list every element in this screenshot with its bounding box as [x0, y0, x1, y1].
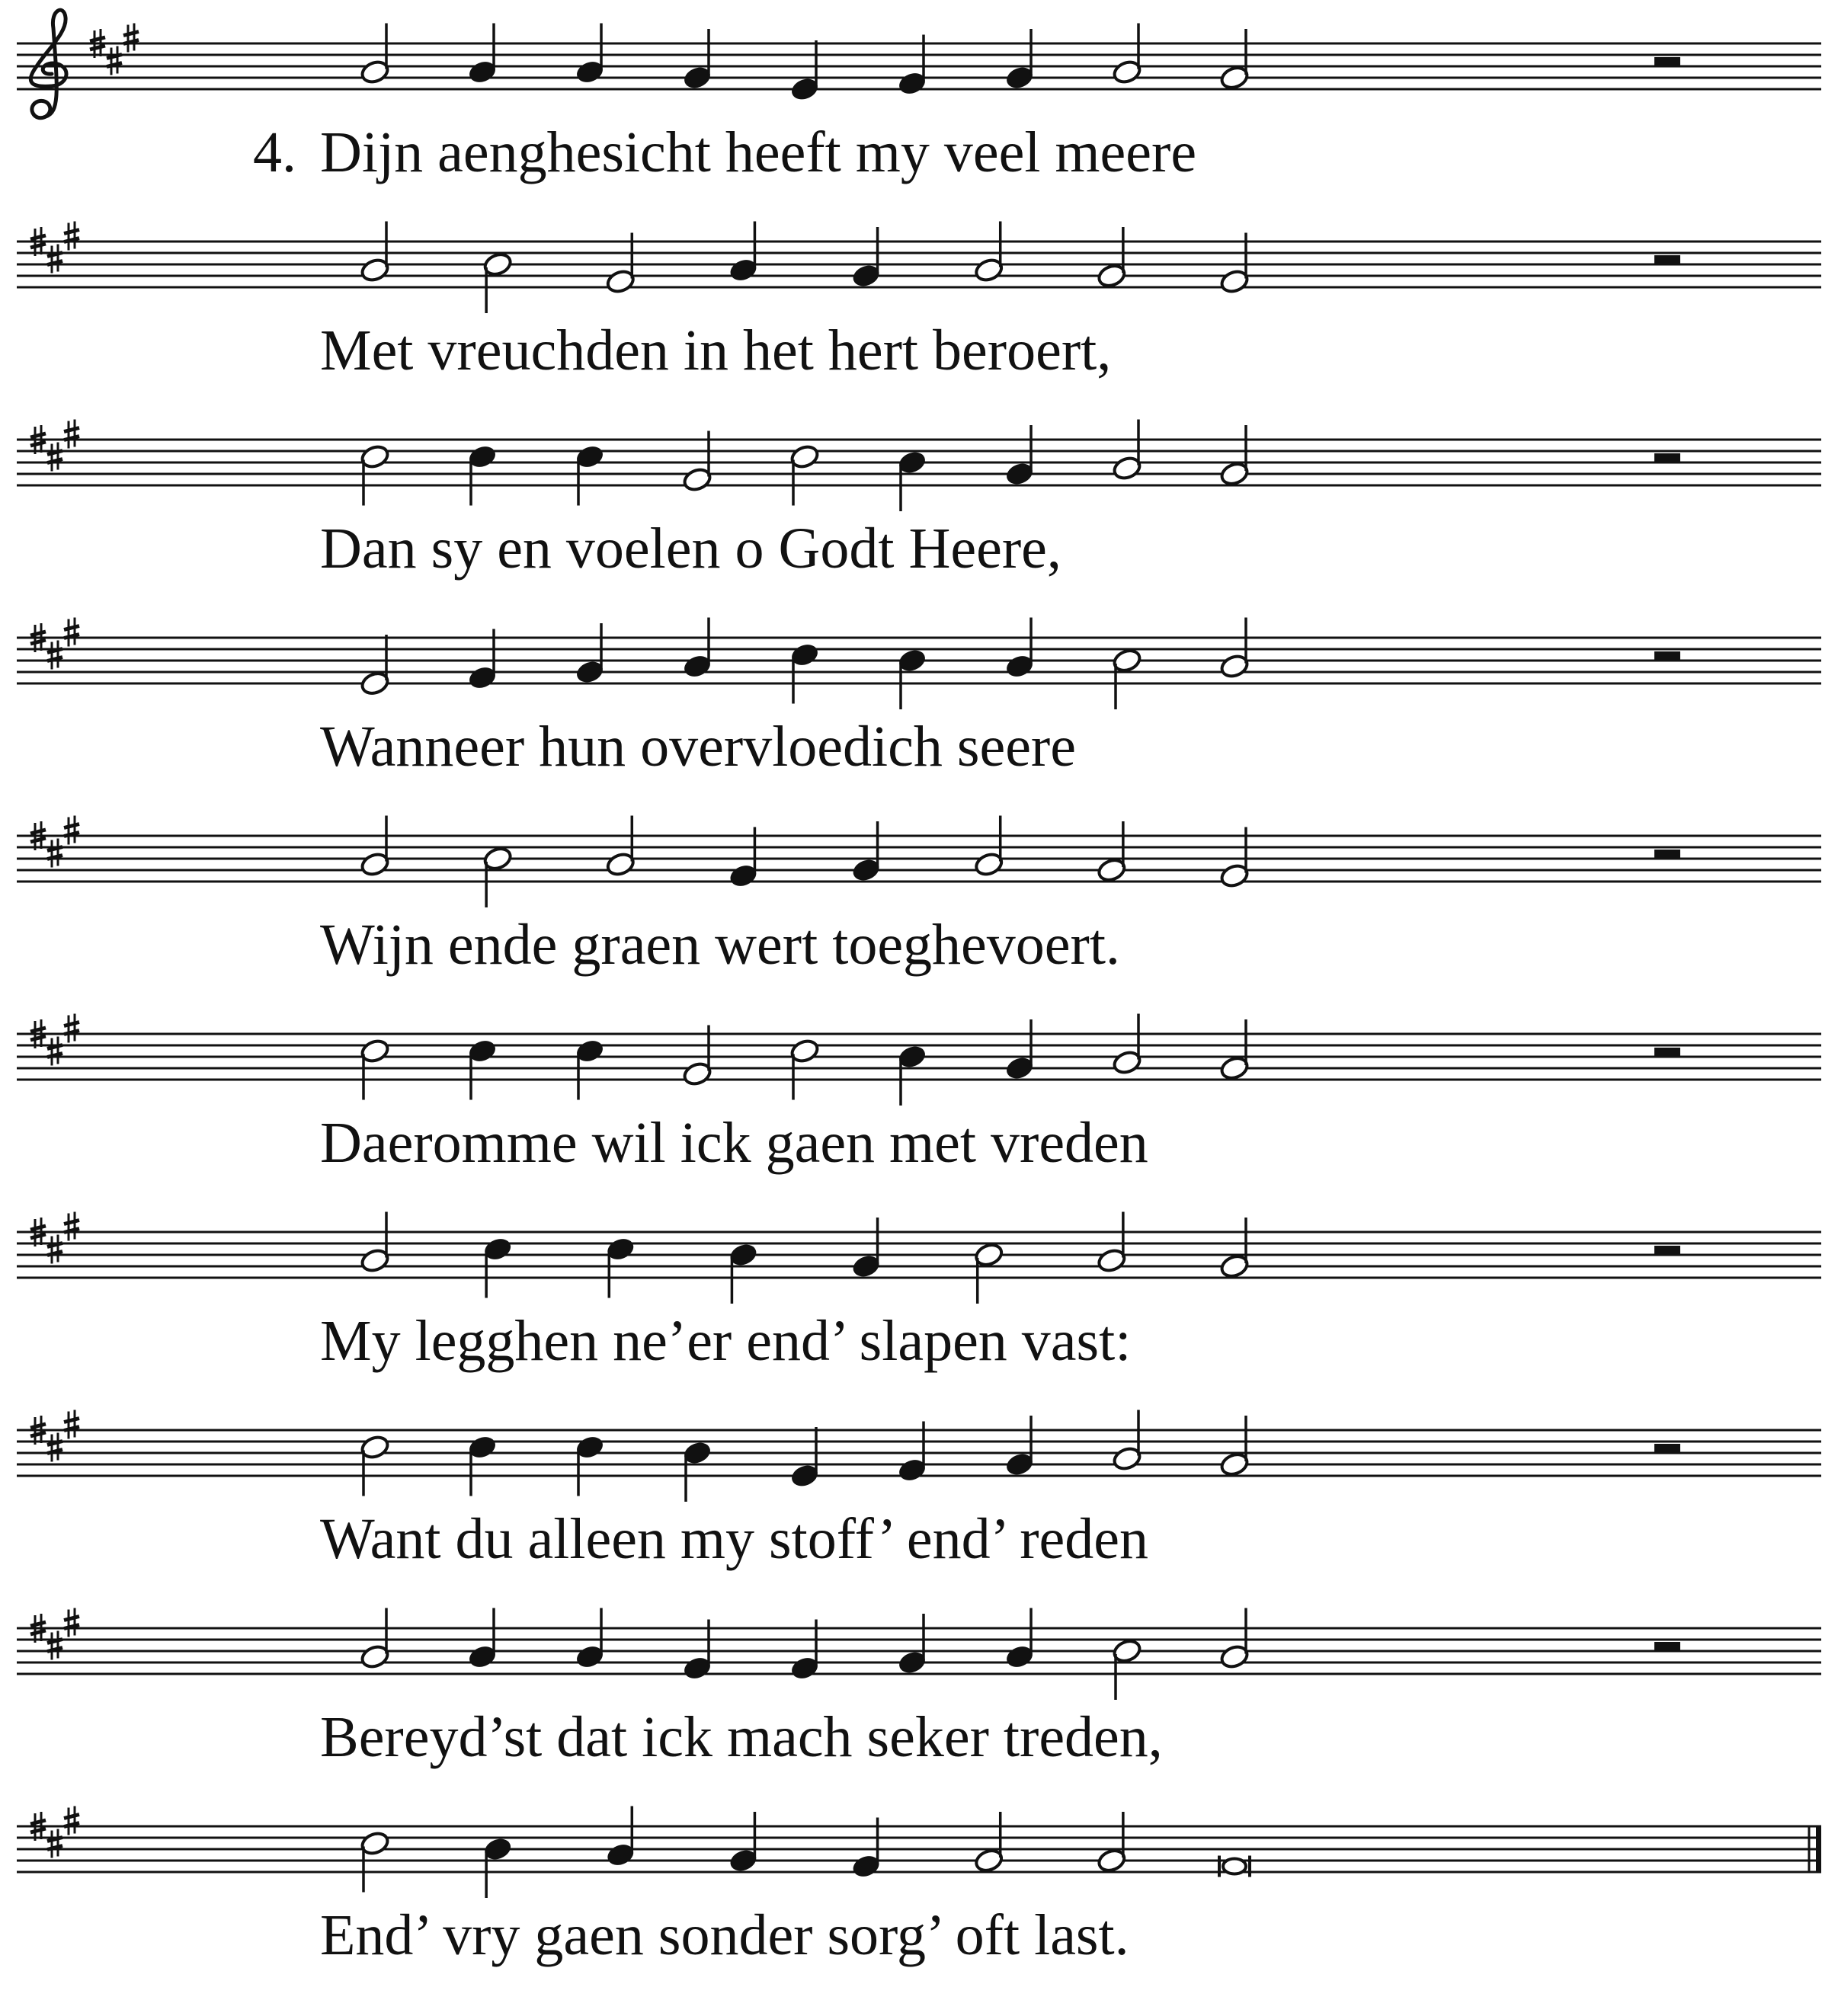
note	[482, 1836, 514, 1898]
note	[1004, 1019, 1036, 1081]
note	[682, 1440, 713, 1502]
note	[1219, 1019, 1250, 1081]
note	[728, 1242, 759, 1304]
rest	[1654, 453, 1680, 462]
staff-system	[17, 222, 1821, 383]
lyric-line: Met vreuchden in het hert beroert,	[320, 318, 1112, 382]
note	[1219, 1856, 1250, 1877]
note	[850, 1218, 882, 1279]
note	[1097, 1812, 1128, 1874]
staff-system	[17, 618, 1821, 779]
note	[897, 1614, 928, 1675]
staff-lines	[17, 242, 1821, 287]
staff-system	[17, 10, 1821, 184]
lyric-line: Dan sy en voelen o Godt Heere,	[320, 517, 1061, 581]
note	[360, 635, 391, 696]
note	[1004, 425, 1036, 487]
staff-lines	[17, 1826, 1821, 1872]
note	[1112, 1638, 1143, 1700]
treble-clef-icon	[30, 10, 66, 118]
note	[789, 40, 821, 102]
rest	[1654, 1642, 1680, 1651]
note	[850, 227, 882, 289]
note	[482, 251, 514, 313]
lyric-line: End’ vry gaen sonder sorg’ oft last.	[320, 1903, 1129, 1967]
note	[682, 29, 713, 91]
note	[789, 1427, 821, 1489]
note	[1004, 1416, 1036, 1477]
note	[897, 648, 928, 709]
lyric-line: Daeromme wil ick gaen met vreden	[320, 1111, 1148, 1175]
lyric-line: Bereyd’st dat ick mach seker treden,	[320, 1705, 1163, 1769]
staff-system	[17, 1608, 1821, 1770]
note	[1219, 1416, 1250, 1477]
note	[973, 1242, 1004, 1304]
staff-system	[17, 420, 1821, 581]
note	[1112, 648, 1143, 709]
lyric-line: My legghen ne’er end’ slapen vast:	[320, 1309, 1132, 1373]
lyric-line: Want du alleen my stoff’ end’ reden	[320, 1507, 1149, 1571]
staff-system	[17, 1212, 1821, 1374]
note	[897, 1044, 928, 1106]
note	[1219, 29, 1250, 91]
note	[1097, 227, 1128, 289]
lyric-line: Wijn ende graen wert toeghevoert.	[320, 913, 1120, 977]
rest	[1654, 651, 1680, 661]
note	[1097, 821, 1128, 883]
staff-system	[17, 1806, 1821, 1968]
staff-system	[17, 1014, 1821, 1176]
note	[1219, 425, 1250, 487]
note	[850, 821, 882, 883]
lyric-line: Wanneer hun overvloedich seere	[320, 715, 1076, 779]
rest	[1654, 1048, 1680, 1057]
note	[973, 1812, 1004, 1874]
staff-system	[17, 1410, 1821, 1572]
rest	[1654, 57, 1680, 66]
rest	[1654, 850, 1680, 859]
rest	[1654, 1246, 1680, 1255]
verse-number: 4.	[253, 120, 296, 184]
staff-system	[17, 816, 1821, 978]
note	[575, 623, 606, 685]
lyric-line: Dijn aenghesicht heeft my veel meere	[320, 120, 1197, 184]
note	[1004, 29, 1036, 91]
note	[897, 450, 928, 511]
note	[482, 846, 514, 907]
note	[728, 1812, 759, 1874]
staff-lines	[17, 836, 1821, 882]
rest	[1654, 255, 1680, 264]
staff-lines	[17, 1232, 1821, 1278]
rest	[1654, 1444, 1680, 1453]
note	[1219, 1218, 1250, 1279]
